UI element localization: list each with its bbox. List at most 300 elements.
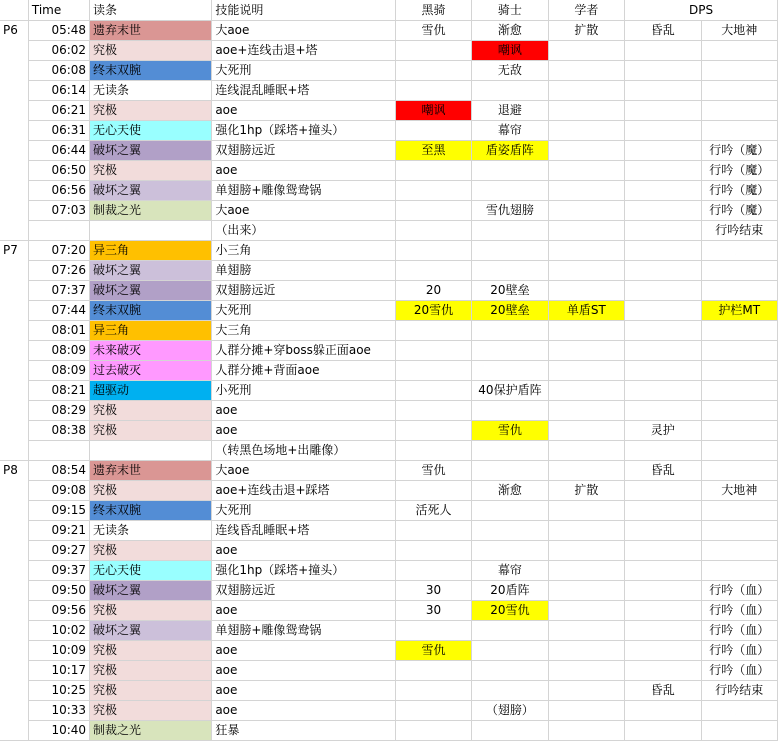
cell-pld: 20壁垒: [472, 281, 548, 301]
header-dps: DPS: [625, 0, 778, 21]
table-row: [0, 541, 778, 561]
cell-cast: 破坏之翼: [90, 181, 212, 201]
cell-time: 07:44: [28, 301, 89, 321]
cell-phase: P7: [0, 241, 28, 261]
cell-pld: [472, 501, 548, 521]
cell-cast: 终末双腕: [90, 301, 212, 321]
cell-cast: 终末双腕: [90, 501, 212, 521]
cell-time: 07:26: [28, 261, 89, 281]
cell-dk: [395, 681, 471, 701]
cell-time: 08:29: [28, 401, 89, 421]
cell-pld: 20盾阵: [472, 581, 548, 601]
cell-d1: [625, 221, 701, 241]
cell-desc: aoe+连线击退+塔: [212, 41, 395, 61]
table-row: [0, 721, 778, 741]
cell-cast: 无心天使: [90, 561, 212, 581]
cell-desc: 单翅膀+雕像鸳鸯锅: [212, 621, 395, 641]
cell-dk: [395, 321, 471, 341]
cell-d2: [701, 81, 777, 101]
table-row: [0, 241, 778, 261]
cell-d1: [625, 601, 701, 621]
cell-cast: 无读条: [90, 81, 212, 101]
table-row: [0, 181, 778, 201]
cell-pld: [472, 661, 548, 681]
cell-time: 06:21: [28, 101, 89, 121]
cell-sch: [548, 381, 624, 401]
cell-d1: 昏乱: [625, 461, 701, 481]
cell-d1: [625, 381, 701, 401]
cell-sch: [548, 221, 624, 241]
cell-d1: 灵护: [625, 421, 701, 441]
cell-time: 07:03: [28, 201, 89, 221]
cell-d2: [701, 701, 777, 721]
cell-cast: 未来破灭: [90, 341, 212, 361]
cell-phase: [0, 301, 28, 321]
cell-d1: [625, 201, 701, 221]
cell-cast: 制裁之光: [90, 201, 212, 221]
table-row: [0, 341, 778, 361]
cell-desc: 大aoe: [212, 21, 395, 41]
table-row: [0, 21, 778, 41]
cell-pld: （翅膀）: [472, 701, 548, 721]
table-row: [0, 701, 778, 721]
table-row: [0, 441, 778, 461]
cell-cast: 究极: [90, 541, 212, 561]
cell-sch: [548, 501, 624, 521]
cell-time: 08:01: [28, 321, 89, 341]
cell-pld: 盾姿盾阵: [472, 141, 548, 161]
cell-d2: 行吟（血）: [701, 641, 777, 661]
cell-time: 09:21: [28, 521, 89, 541]
cell-pld: [472, 521, 548, 541]
cell-dk: 30: [395, 601, 471, 621]
cell-sch: [548, 161, 624, 181]
cell-sch: [548, 61, 624, 81]
cell-d1: [625, 621, 701, 641]
cell-d2: [701, 441, 777, 461]
cell-time: [28, 441, 89, 461]
cell-phase: [0, 641, 28, 661]
cell-sch: [548, 201, 624, 221]
timeline-body: [0, 21, 778, 741]
header-time: Time: [28, 0, 89, 21]
cell-cast: 究极: [90, 421, 212, 441]
cell-d2: 行吟（血）: [701, 621, 777, 641]
cell-pld: 渐愈: [472, 21, 548, 41]
cell-desc: 单翅膀: [212, 261, 395, 281]
cell-cast: 遗弃末世: [90, 461, 212, 481]
cell-phase: [0, 121, 28, 141]
cell-phase: P6: [0, 21, 28, 41]
cell-time: 09:50: [28, 581, 89, 601]
cell-d1: [625, 361, 701, 381]
cell-dk: 活死人: [395, 501, 471, 521]
cell-phase: [0, 501, 28, 521]
cell-cast: 无心天使: [90, 121, 212, 141]
cell-d1: [625, 541, 701, 561]
cell-d1: [625, 281, 701, 301]
cell-phase: [0, 321, 28, 341]
cell-dk: [395, 481, 471, 501]
cell-phase: [0, 421, 28, 441]
cell-phase: [0, 581, 28, 601]
cell-dk: 20: [395, 281, 471, 301]
cell-sch: [548, 641, 624, 661]
cell-sch: [548, 341, 624, 361]
cell-d2: 行吟（魔）: [701, 141, 777, 161]
cell-desc: 小死刑: [212, 381, 395, 401]
cell-phase: [0, 621, 28, 641]
cell-dk: [395, 401, 471, 421]
cell-sch: [548, 441, 624, 461]
cell-phase: [0, 481, 28, 501]
cell-sch: [548, 281, 624, 301]
cell-dk: [395, 561, 471, 581]
cell-cast: 制裁之光: [90, 721, 212, 741]
cell-d2: [701, 321, 777, 341]
cell-desc: aoe: [212, 661, 395, 681]
cell-time: 06:44: [28, 141, 89, 161]
cell-desc: （出来）: [212, 221, 395, 241]
cell-d1: [625, 701, 701, 721]
cell-d1: [625, 241, 701, 261]
cell-sch: [548, 121, 624, 141]
cell-sch: [548, 101, 624, 121]
cell-time: 06:02: [28, 41, 89, 61]
cell-dk: [395, 201, 471, 221]
cell-cast: 超驱动: [90, 381, 212, 401]
cell-pld: [472, 221, 548, 241]
cell-time: 09:37: [28, 561, 89, 581]
cell-dk: [395, 441, 471, 461]
cell-phase: [0, 261, 28, 281]
cell-sch: 扩散: [548, 481, 624, 501]
cell-desc: 强化1hp（踩塔+撞头）: [212, 121, 395, 141]
cell-d1: [625, 61, 701, 81]
cell-d1: 昏乱: [625, 681, 701, 701]
cell-dk: 雪仇: [395, 21, 471, 41]
cell-d2: 大地神: [701, 481, 777, 501]
cell-pld: 40保护盾阵: [472, 381, 548, 401]
cell-phase: [0, 721, 28, 741]
cell-pld: 20雪仇: [472, 601, 548, 621]
cell-pld: [472, 361, 548, 381]
cell-dk: 30: [395, 581, 471, 601]
cell-dk: [395, 721, 471, 741]
cell-desc: aoe+连线击退+踩塔: [212, 481, 395, 501]
cell-desc: 人群分摊+穿boss躲正面aoe: [212, 341, 395, 361]
cell-cast: 究极: [90, 701, 212, 721]
cell-dk: [395, 221, 471, 241]
cell-cast: 过去破灭: [90, 361, 212, 381]
cell-d1: [625, 301, 701, 321]
cell-sch: [548, 601, 624, 621]
cell-desc: 大死刑: [212, 501, 395, 521]
cell-cast: 破坏之翼: [90, 141, 212, 161]
table-row: [0, 601, 778, 621]
table-row: [0, 361, 778, 381]
cell-time: 09:27: [28, 541, 89, 561]
cell-d2: [701, 121, 777, 141]
cell-d1: [625, 521, 701, 541]
cell-desc: 双翅膀远近: [212, 581, 395, 601]
cell-dk: 嘲讽: [395, 101, 471, 121]
cell-cast: 究极: [90, 601, 212, 621]
cell-pld: 渐愈: [472, 481, 548, 501]
cell-time: 05:48: [28, 21, 89, 41]
cell-d2: 行吟（血）: [701, 601, 777, 621]
table-row: [0, 261, 778, 281]
table-row: [0, 321, 778, 341]
cell-time: 08:09: [28, 361, 89, 381]
cell-d2: [701, 361, 777, 381]
table-row: [0, 501, 778, 521]
cell-phase: [0, 141, 28, 161]
cell-d2: 行吟（魔）: [701, 161, 777, 181]
cell-desc: aoe: [212, 701, 395, 721]
cell-dk: [395, 361, 471, 381]
cell-time: 08:21: [28, 381, 89, 401]
cell-d2: 行吟结束: [701, 221, 777, 241]
cell-sch: [548, 661, 624, 681]
cell-dk: [395, 341, 471, 361]
cell-sch: [548, 141, 624, 161]
cell-pld: [472, 341, 548, 361]
cell-time: 07:20: [28, 241, 89, 261]
table-row: [0, 41, 778, 61]
cell-phase: [0, 541, 28, 561]
cell-pld: [472, 461, 548, 481]
cell-pld: 嘲讽: [472, 41, 548, 61]
cell-pld: 20壁垒: [472, 301, 548, 321]
cell-sch: [548, 401, 624, 421]
cell-dk: 至黑: [395, 141, 471, 161]
cell-dk: [395, 41, 471, 61]
cell-d2: [701, 721, 777, 741]
cell-cast: 究极: [90, 41, 212, 61]
cell-d1: [625, 161, 701, 181]
cell-dk: [395, 541, 471, 561]
cell-pld: [472, 721, 548, 741]
cell-sch: [548, 581, 624, 601]
cell-d2: [701, 341, 777, 361]
table-row: [0, 301, 778, 321]
cell-phase: [0, 101, 28, 121]
cell-desc: aoe: [212, 681, 395, 701]
cell-phase: [0, 661, 28, 681]
cell-cast: 究极: [90, 681, 212, 701]
cell-desc: 大死刑: [212, 61, 395, 81]
cell-cast: 究极: [90, 481, 212, 501]
cell-d2: [701, 501, 777, 521]
cell-desc: 连线混乱睡眠+塔: [212, 81, 395, 101]
cell-time: 10:25: [28, 681, 89, 701]
cell-phase: P8: [0, 461, 28, 481]
cell-sch: [548, 541, 624, 561]
cell-desc: aoe: [212, 421, 395, 441]
cell-sch: [548, 41, 624, 61]
cell-desc: 小三角: [212, 241, 395, 261]
cell-pld: [472, 241, 548, 261]
cell-phase: [0, 401, 28, 421]
table-row: [0, 381, 778, 401]
cell-sch: 扩散: [548, 21, 624, 41]
cell-phase: [0, 521, 28, 541]
cell-sch: [548, 321, 624, 341]
cell-d2: 护栏MT: [701, 301, 777, 321]
cell-d2: 行吟（魔）: [701, 201, 777, 221]
cell-cast: 破坏之翼: [90, 581, 212, 601]
cell-time: 08:54: [28, 461, 89, 481]
cell-desc: 连线昏乱睡眠+塔: [212, 521, 395, 541]
table-row: [0, 201, 778, 221]
cell-phase: [0, 221, 28, 241]
cell-cast: 遗弃末世: [90, 21, 212, 41]
cell-cast: 无读条: [90, 521, 212, 541]
cell-pld: [472, 181, 548, 201]
cell-phase: [0, 61, 28, 81]
cell-d1: [625, 141, 701, 161]
cell-cast: 异三角: [90, 241, 212, 261]
cell-dk: [395, 661, 471, 681]
cell-dk: [395, 701, 471, 721]
cell-d1: [625, 441, 701, 461]
table-row: [0, 461, 778, 481]
cell-cast: 究极: [90, 161, 212, 181]
cell-dk: [395, 381, 471, 401]
cell-phase: [0, 161, 28, 181]
cell-d2: 行吟（血）: [701, 581, 777, 601]
cell-phase: [0, 381, 28, 401]
cell-phase: [0, 181, 28, 201]
cell-cast: 究极: [90, 401, 212, 421]
cell-pld: [472, 401, 548, 421]
cell-cast: 破坏之翼: [90, 281, 212, 301]
table-row: [0, 121, 778, 141]
cell-desc: aoe: [212, 101, 395, 121]
table-row: [0, 221, 778, 241]
cell-sch: [548, 241, 624, 261]
cell-desc: 狂暴: [212, 721, 395, 741]
cell-time: 08:09: [28, 341, 89, 361]
header-cast: 读条: [90, 0, 212, 21]
table-row: [0, 281, 778, 301]
cell-pld: 无敌: [472, 61, 548, 81]
cell-sch: [548, 361, 624, 381]
cell-d2: 大地神: [701, 21, 777, 41]
cell-phase: [0, 601, 28, 621]
cell-dk: [395, 181, 471, 201]
cell-desc: aoe: [212, 541, 395, 561]
header-dk: 黑骑: [395, 0, 471, 21]
cell-d1: [625, 721, 701, 741]
cell-pld: [472, 321, 548, 341]
cell-d1: [625, 321, 701, 341]
cell-phase: [0, 341, 28, 361]
cell-d2: [701, 521, 777, 541]
cell-cast: 究极: [90, 641, 212, 661]
table-row: [0, 401, 778, 421]
cell-cast: 破坏之翼: [90, 621, 212, 641]
cell-phase: [0, 41, 28, 61]
cell-time: 09:08: [28, 481, 89, 501]
cell-time: [28, 221, 89, 241]
cell-time: 07:37: [28, 281, 89, 301]
cell-desc: aoe: [212, 601, 395, 621]
cell-sch: [548, 561, 624, 581]
cell-cast: [90, 441, 212, 461]
cell-time: 10:40: [28, 721, 89, 741]
cell-pld: [472, 621, 548, 641]
cell-d1: [625, 561, 701, 581]
cell-desc: 人群分摊+背面aoe: [212, 361, 395, 381]
cell-d2: 行吟（血）: [701, 661, 777, 681]
header-pld: 骑士: [472, 0, 548, 21]
cell-sch: 单盾ST: [548, 301, 624, 321]
cell-d1: 昏乱: [625, 21, 701, 41]
cell-time: 09:56: [28, 601, 89, 621]
cell-desc: aoe: [212, 401, 395, 421]
cell-desc: 单翅膀+雕像鸳鸯锅: [212, 181, 395, 201]
cell-desc: aoe: [212, 161, 395, 181]
table-row: [0, 621, 778, 641]
table-row: [0, 101, 778, 121]
table-row: [0, 661, 778, 681]
cell-d2: [701, 461, 777, 481]
cell-d2: 行吟（魔）: [701, 181, 777, 201]
cell-dk: [395, 241, 471, 261]
cell-phase: [0, 361, 28, 381]
cell-desc: 大aoe: [212, 461, 395, 481]
cell-sch: [548, 461, 624, 481]
table-row: [0, 581, 778, 601]
cell-d2: 行吟结束: [701, 681, 777, 701]
cell-d2: [701, 101, 777, 121]
cell-pld: 幕帘: [472, 561, 548, 581]
cell-d1: [625, 501, 701, 521]
cell-d2: [701, 401, 777, 421]
cell-sch: [548, 721, 624, 741]
cell-d2: [701, 41, 777, 61]
cell-time: 06:56: [28, 181, 89, 201]
cell-sch: [548, 181, 624, 201]
cell-dk: [395, 621, 471, 641]
cell-d1: [625, 121, 701, 141]
cell-d1: [625, 41, 701, 61]
cell-time: 10:02: [28, 621, 89, 641]
cell-dk: 20雪仇: [395, 301, 471, 321]
table-row: [0, 141, 778, 161]
cell-cast: 终末双腕: [90, 61, 212, 81]
cell-d1: [625, 481, 701, 501]
cell-pld: 雪仇翅膀: [472, 201, 548, 221]
cell-cast: 异三角: [90, 321, 212, 341]
cell-d1: [625, 101, 701, 121]
cell-pld: [472, 541, 548, 561]
cell-time: 10:33: [28, 701, 89, 721]
cell-phase: [0, 701, 28, 721]
table-row: [0, 641, 778, 661]
cell-time: 09:15: [28, 501, 89, 521]
cell-desc: 大aoe: [212, 201, 395, 221]
cell-d2: [701, 61, 777, 81]
cell-pld: [472, 161, 548, 181]
cell-desc: 大死刑: [212, 301, 395, 321]
cell-phase: [0, 681, 28, 701]
cell-dk: [395, 521, 471, 541]
cell-d1: [625, 641, 701, 661]
table-row: [0, 481, 778, 501]
